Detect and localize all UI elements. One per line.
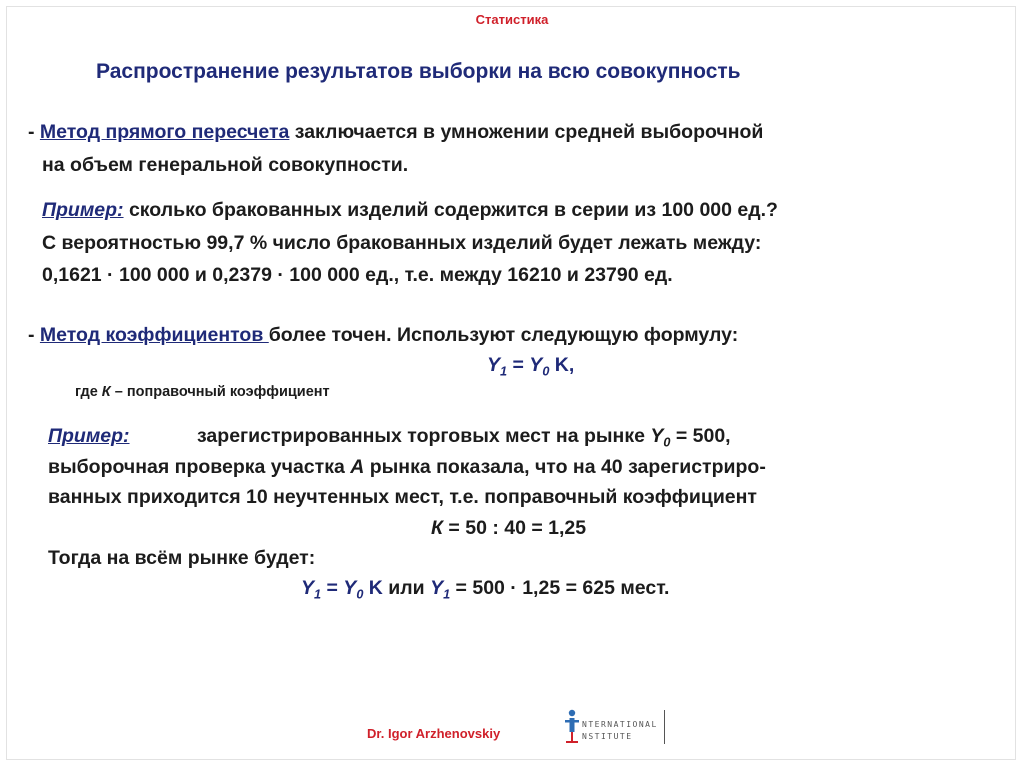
section1-line2: на объем генеральной совокупности. <box>42 154 409 176</box>
slide-title: Распространение результатов выборки на всю совокупность <box>96 60 741 83</box>
slide-frame <box>6 6 1016 760</box>
example1-label: Пример: <box>42 199 124 221</box>
example2-line5: Тогда на всём рынке будет: <box>48 547 316 569</box>
section1-line1 <box>28 121 763 144</box>
logo-line2: NSTITUTE <box>582 732 633 741</box>
formula-y1-y0k: $Y_1 = Y_0$ K, <box>487 354 575 379</box>
section1-method-name: Метод прямого пересчета <box>39 121 290 143</box>
section2-line1 <box>28 324 738 347</box>
footer-author: Dr. Igor Arzhenovskiy <box>367 726 501 741</box>
logo-figure-icon <box>562 708 584 746</box>
final-formula: $Y_1 = Y_0$ K или $Y_1 = 500 \cdot 1,25 = 625$ мест. <box>301 577 670 602</box>
example1-line1 <box>42 199 778 222</box>
example1-line3: 0,1621 · 100 000 и 0,2379 · 100 000 ед., т.е. между 16210 и 23790 ед. <box>42 264 673 286</box>
subject-header: Статистика <box>475 12 549 27</box>
example2-line3: ванных приходится 10 неучтенных мест, т.е. поправочный коэффициент <box>48 486 757 508</box>
example1-line1-rest: сколько бракованных изделий содержится в серии из 100 000 ед.? <box>123 199 778 221</box>
example1-line2: С вероятностью 99,7 % число бракованных изделий будет лежать между: <box>42 232 762 254</box>
section1-dash: - <box>28 121 40 143</box>
section1-line1-rest: заключается в умножении средней выборочной <box>289 121 764 143</box>
example2-line1-text: зарегистрированных торговых мест на рынке $Y_0 = 500$, <box>197 425 731 450</box>
example2-line1 <box>48 425 130 448</box>
logo-line1: NTERNATIONAL <box>582 720 658 729</box>
k-formula: К = 50 : 40 = 1,25 <box>431 517 587 539</box>
example2-line2: выборочная проверка участка А рынка показала, что на 40 зарегистриро- <box>48 456 766 478</box>
coefficient-note: где К – поправочный коэффициент <box>75 384 330 400</box>
section2-dash: - <box>28 324 40 346</box>
example2-label: Пример: <box>48 425 130 447</box>
logo-divider <box>664 710 665 744</box>
section2-line1-rest: более точен. Используют следующую формулу: <box>268 324 739 346</box>
section2-method-name: Метод коэффициентов <box>39 324 269 346</box>
international-institute-logo <box>562 708 670 746</box>
